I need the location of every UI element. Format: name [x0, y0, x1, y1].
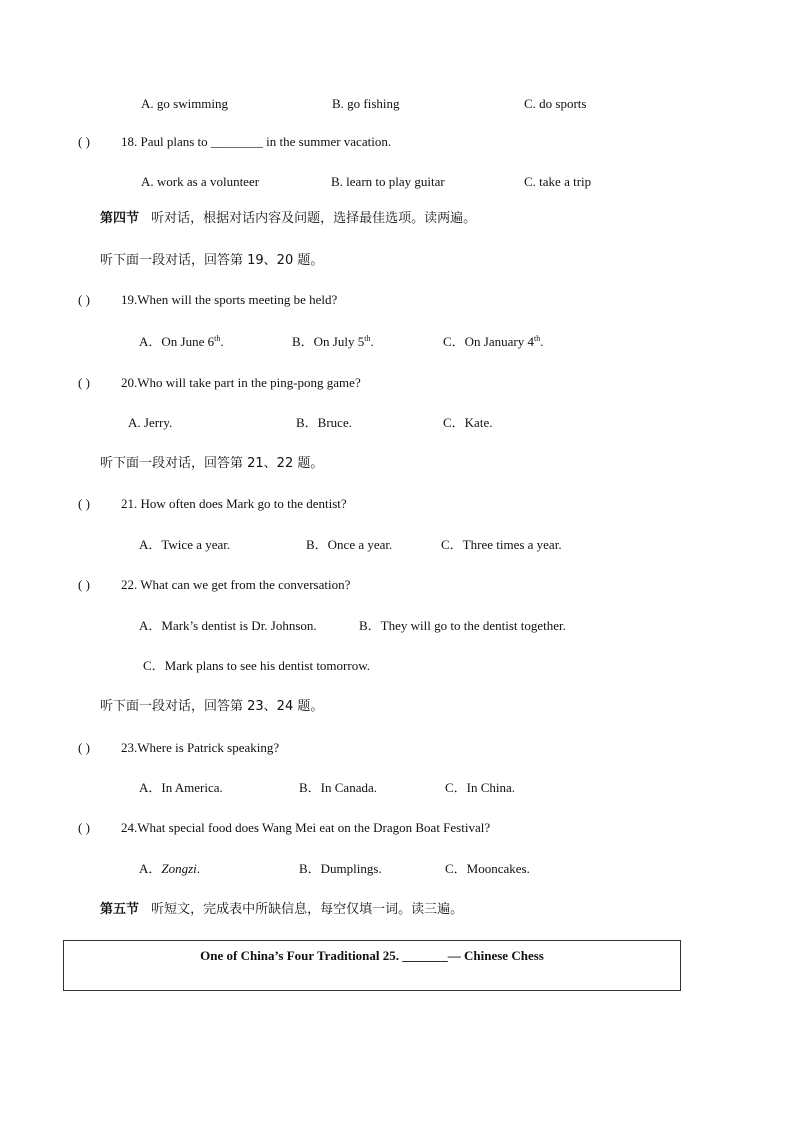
- section5-heading: [100, 902, 463, 918]
- q23-question: 23.Where is Patrick speaking?: [121, 740, 280, 755]
- q24-option-a: [139, 861, 200, 877]
- q18-option-b: B. learn to play guitar: [331, 174, 445, 189]
- q24-option-a-zongzi: Zongzi: [161, 861, 197, 876]
- q19-option-a-label: A．On June 6: [139, 334, 215, 349]
- q24-option-a-end: .: [196, 861, 201, 876]
- q24-option-b: B．Dumplings.: [299, 861, 382, 876]
- q17-option-c: C. do sports: [524, 96, 587, 111]
- q19-option-b-end: .: [370, 334, 374, 349]
- q18-answer-paren: ( ): [78, 134, 90, 149]
- q21-option-a: A．Twice a year.: [139, 537, 231, 552]
- group1-instruction: 听下面一段对话，回答第 19、20 题。: [100, 253, 324, 268]
- q19-answer-paren: ( ): [78, 292, 90, 307]
- q20-option-b: B．Bruce.: [296, 415, 352, 430]
- q19-option-b-sup: th: [364, 334, 371, 343]
- q19-option-b: [292, 334, 374, 350]
- q17-option-b: B. go fishing: [332, 96, 400, 111]
- q23-option-c: C．In China.: [445, 780, 516, 795]
- q19-option-c-end: .: [540, 334, 544, 349]
- section4-title: 第四节: [100, 211, 140, 226]
- q20-question: 20.Who will take part in the ping-pong game?: [121, 375, 361, 390]
- q22-question: 22. What can we get from the conversation?: [121, 577, 351, 592]
- q19-option-a-sup: th: [214, 334, 221, 343]
- q19-option-c-label: C．On January 4: [443, 334, 534, 349]
- q22-answer-paren: ( ): [78, 577, 90, 592]
- q22-option-a: A．Mark’s dentist is Dr. Johnson.: [139, 618, 317, 633]
- q18-option-c: C. take a trip: [524, 174, 592, 189]
- q21-answer-paren: ( ): [78, 496, 90, 511]
- q19-option-b-label: B．On July 5: [292, 334, 365, 349]
- q20-option-a: A. Jerry.: [128, 415, 173, 430]
- group2-instruction: 听下面一段对话，回答第 21、22 题。: [100, 456, 324, 471]
- q19-option-a-end: .: [220, 334, 224, 349]
- section5-instruction: 听短文，完成表中所缺信息，每空仅填一词。读三遍。: [151, 902, 464, 917]
- q21-question: 21. How often does Mark go to the dentist?: [121, 496, 347, 511]
- q23-option-a: A．In America.: [139, 780, 223, 795]
- q24-option-c: C．Mooncakes.: [445, 861, 530, 876]
- q19-question: 19.When will the sports meeting be held?: [121, 292, 338, 307]
- q24-option-a-label: A．: [139, 861, 162, 876]
- table-title: One of China’s Four Traditional 25. _______— Chinese Chess: [200, 948, 544, 963]
- q18-question: 18. Paul plans to ________ in the summer vacation.: [121, 134, 392, 149]
- q24-answer-paren: ( ): [78, 820, 90, 835]
- q23-option-b: B．In Canada.: [299, 780, 377, 795]
- q20-option-c: C．Kate.: [443, 415, 493, 430]
- q19-option-c-sup: th: [534, 334, 541, 343]
- section5-title: 第五节: [100, 902, 140, 917]
- group3-instruction: 听下面一段对话，回答第 23、24 题。: [100, 699, 324, 714]
- q19-option-c: [443, 334, 543, 350]
- q21-option-c: C．Three times a year.: [441, 537, 562, 552]
- q22-option-b: B．They will go to the dentist together.: [359, 618, 566, 633]
- section4-heading: [100, 211, 476, 227]
- q23-answer-paren: ( ): [78, 740, 90, 755]
- q17-option-a: A. go swimming: [141, 96, 229, 111]
- info-table: [63, 940, 681, 991]
- q18-option-a: A. work as a volunteer: [141, 174, 260, 189]
- q19-option-a: [139, 334, 224, 350]
- q24-question: 24.What special food does Wang Mei eat on the Dragon Boat Festival?: [121, 820, 491, 835]
- section4-instruction: 听对话，根据对话内容及问题，选择最佳选项。读两遍。: [151, 211, 477, 226]
- q21-option-b: B．Once a year.: [306, 537, 393, 552]
- q20-answer-paren: ( ): [78, 375, 90, 390]
- q22-option-c: C．Mark plans to see his dentist tomorrow.: [143, 658, 370, 673]
